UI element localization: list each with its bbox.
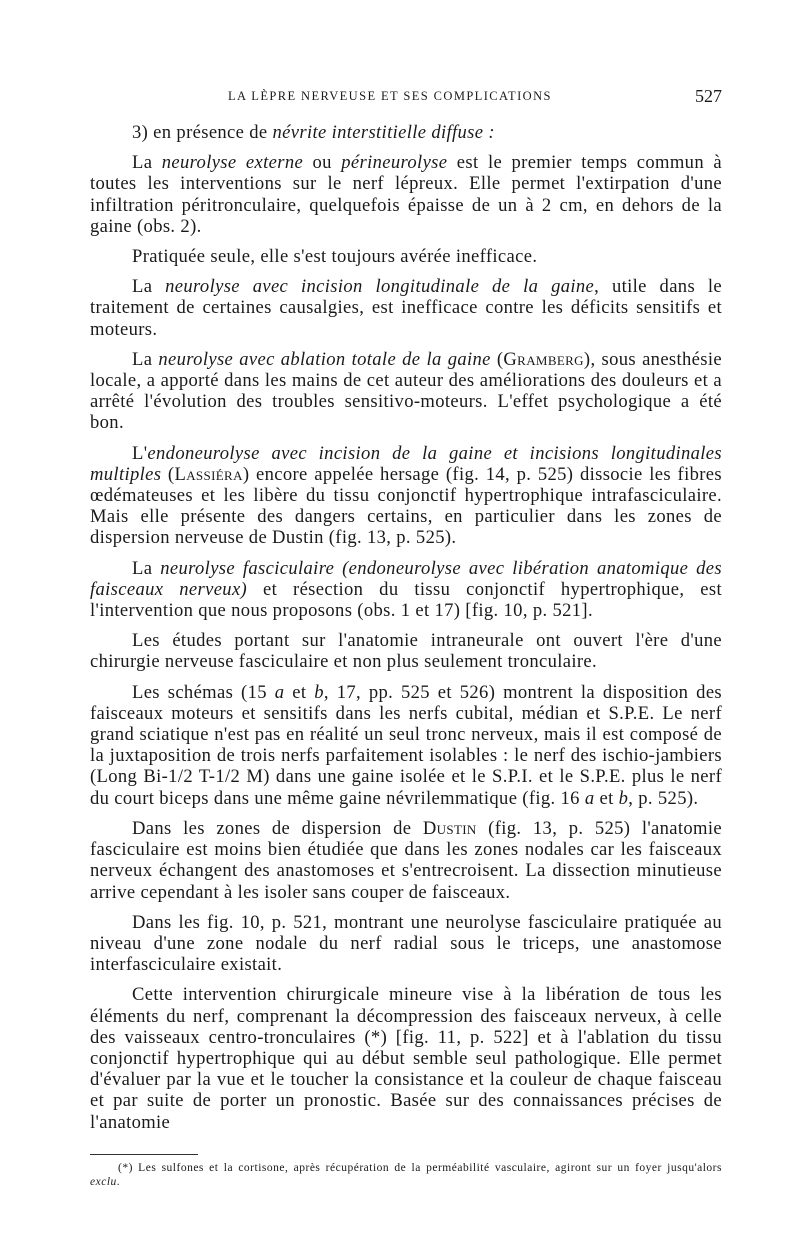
running-head: LA LÈPRE NERVEUSE ET SES COMPLICATIONS bbox=[228, 89, 552, 103]
paragraph-3: Pratiquée seule, elle s'est toujours avérée inefficace. bbox=[132, 246, 538, 268]
paragraph-6: L'endoneurolyse avec incision de la gaine et incisions longitudinales multiples (Lassiéra) encore appelée hersage (fig. 14, p. 525) dissocie les fibres œdémateuses et les libère du tissu conjonctif hypertrophique intrafasciculaire. Mais elle présente des dangers certains, en particulier dans les zones de dispersion nerveuse de Dustin (fig. 13, p. 525). bbox=[90, 442, 722, 549]
paragraph-2: La neurolyse externe ou périneurolyse est le premier temps commun à toutes les interventions sur le nerf lépreux. Elle permet l'extirpation d'une infiltration péritronculaire, quelquefois épaisse de un à 2 cm, en dehors de la gaine (obs. 2). bbox=[90, 152, 723, 237]
paragraph-11: Dans les fig. 10, p. 521, montrant une neurolyse fasciculaire pratiquée au niveau d'une zone nodale du nerf radial sous le triceps, une anastomose interfasciculaire existait. bbox=[90, 911, 722, 976]
footnote: (*) Les sulfones et la cortisone, après récupération de la perméabilité vasculaire, agiront sur un foyer jusqu'alors exclu. bbox=[90, 1162, 722, 1188]
paragraph-7: La neurolyse fasciculaire (endoneurolyse avec libération anatomique des faisceaux nerveux) et résection du tissu conjonctif hypertrophique, est l'intervention que nous proposons (obs. 1 et 17) [fig. 10, p. 521]. bbox=[90, 557, 722, 622]
paragraph-5: La neurolyse avec ablation totale de la gaine (Gramberg), sous anesthésie locale, a apporté dans les mains de cet auteur des améliorations des douleurs et a arrêté l'évolution des troubles sensitivo-moteurs. L'effet psychologique a été bon. bbox=[90, 348, 722, 434]
paragraph-10: Dans les zones de dispersion de Dustin (fig. 13, p. 525) l'anatomie fasciculaire est moins bien étudiée que dans les zones nodales car les faisceaux nerveux échangent des anastomoses et s'entrecroisent. La dissection minutieuse arrive cependant à les isoler sans couper de faisceaux. bbox=[90, 817, 722, 903]
body-text bbox=[90, 122, 722, 1133]
paragraph-12: Cette intervention chirurgicale mineure vise à la libération de tous les éléments du nerf, comprenant la décompression des faisceaux nerveux, à celle des vaisseaux centro-tronculaires (*) [fig. 11, p. 522] et à l'ablation du tissu conjonctif hypertrophique qui au début semble seul pathologique. Elle permet d'évaluer par la vue et le toucher la consistance et la couleur de chaque faisceau et par suite de porter un pronostic. Basée sur des connaissances précises de l'anatomie bbox=[90, 984, 722, 1133]
page-number: 527 bbox=[695, 86, 722, 106]
paragraph-4: La neurolyse avec incision longitudinale de la gaine, utile dans le traitement de certaines causalgies, est inefficace contre les déficits sensitifs et moteurs. bbox=[90, 276, 722, 340]
footnote-divider bbox=[90, 1154, 198, 1155]
paragraph-1: 3) en présence de névrite interstitielle diffuse : bbox=[132, 122, 495, 143]
paragraph-9: Les schémas (15 a et b, 17, pp. 525 et 526) montrent la disposition des faisceaux moteurs et sensitifs dans les nerfs cubital, médian et S.P.E. Le nerf grand sciatique n'est pas en réalité un seul tronc nerveux, mais il est composé de la juxtaposition de trois nerfs parfaitement isolables : le nerf des ischio-jambiers (Long Bi-1/2 T-1/2 M) dans une gaine isolée et le S.P.I. et le S.P.E. plus le nerf du court biceps dans une même gaine névrilemmatique (fig. 16 a et b, p. 525). bbox=[90, 681, 723, 809]
paragraph-8: Les études portant sur l'anatomie intraneurale ont ouvert l'ère d'une chirurgie nerveuse fasciculaire et non plus seulement tronculaire. bbox=[90, 630, 722, 673]
